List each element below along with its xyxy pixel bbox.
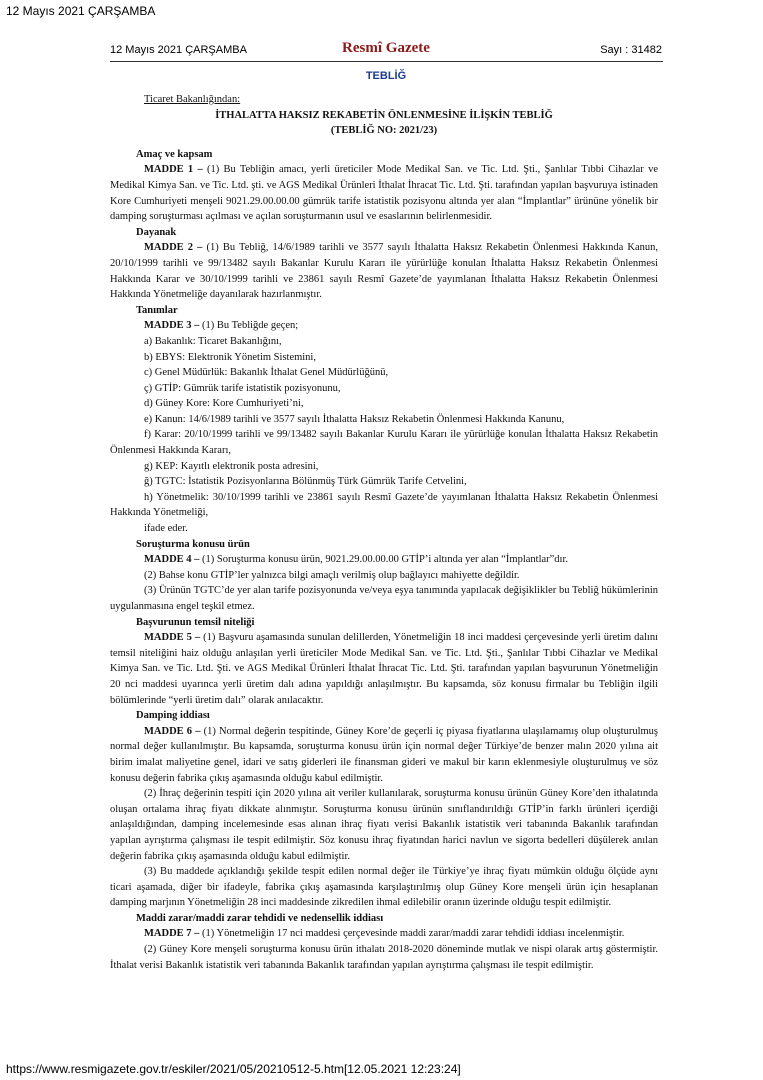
article-paragraph [110, 490, 658, 521]
article-text: (2) İhraç değerinin tespiti için 2020 yılına ait veriler kullanılarak, soruşturma konusu ürünün Güney Kore’den ithalatında oluşan ortalama ihraç fiyatı dikkate alınmıştır. Soruşturma konusu ürünün sınıflandırıldığı GTİP’in farklı ürünleri içerdiği anlaşıldığından, damping incelemesinde esas alınan ihraç fiyatı verisi Bakanlık istatistik veri tabanında Bakanlık tarafından yapılan ayrıştırma çalışması ile tespit edilmiştir. Söz konusu ihraç fiyatından harici navlun ve sigorta bedelleri düşülerek anılan değerin fabrika çıkış aşamasında olduğu kabul edilmiştir. [110, 788, 658, 862]
article-heading: Tanımlar [136, 304, 178, 316]
article-paragraph [110, 942, 658, 973]
masthead-issue-number: Sayı : 31482 [600, 44, 662, 56]
article-paragraph [110, 318, 658, 334]
article-paragraph [110, 552, 658, 568]
masthead-title[interactable]: Resmî Gazete [342, 40, 430, 56]
issuing-ministry: Ticaret Bakanlığından: [144, 94, 241, 105]
article-heading: Maddi zarar/maddi zarar tehdidi ve nedensellik iddiası [136, 912, 384, 924]
article-text: h) Yönetmelik: 30/10/1999 tarihli ve 23861 sayılı Resmî Gazete’de yayımlanan İthalatta Haksız Rekabetin Önlenmesi Hakkında Yönetmeliği, [110, 491, 658, 519]
article-heading: Başvurunun temsil niteliği [136, 616, 255, 628]
masthead-date: 12 Mayıs 2021 ÇARŞAMBA [110, 44, 247, 56]
document-articles [110, 147, 658, 973]
article-text: (3) Ürünün TGTC’de yer alan tarife pozisyonunda ve/veya eşya tanımında yapılacak değişiklikler bu Tebliğ hükümlerinin uygulanmasına engel teşkil etmez. [110, 585, 658, 612]
article-paragraph [110, 724, 658, 786]
article-text: (1) Bu Tebliğde geçen; [199, 320, 299, 332]
article-paragraph [110, 240, 658, 302]
article-number: MADDE 3 – [144, 320, 200, 332]
list-item: g) KEP: Kayıtlı elektronik posta adresini, [144, 460, 319, 472]
list-item: c) Genel Müdürlük: Bakanlık İthalat Genel Müdürlüğünü, [144, 367, 389, 379]
browser-print-footer-url: https://www.resmigazete.gov.tr/eskiler/2021/05/20210512-5.htm[12.05.2021 12:23:24] [6, 1062, 461, 1076]
article-heading: Dayanak [136, 226, 177, 238]
article-paragraph [110, 864, 658, 911]
document-title: İTHALATTA HAKSIZ REKABETİN ÖNLENMESİNE İLİŞKİN TEBLİĞ [215, 109, 553, 121]
article-number: MADDE 4 – [144, 554, 200, 566]
article-text: (2) Güney Kore menşeli soruşturma konusu ürün ithalatı 2018-2020 döneminde mutlak ve nispi olarak artış göstermiştir. İthalat verisi Bakanlık istatistik veri tabanında Bakanlık tarafından yapılan ayrıştırma çalışması ile tespit edilmiştir. [110, 944, 658, 971]
list-item: ç) GTİP: Gümrük tarife istatistik pozisyonunu, [144, 382, 341, 394]
article-heading: Soruşturma konusu ürün [136, 538, 250, 550]
article-paragraph [110, 427, 658, 458]
article-text: f) Karar: 20/10/1999 tarihli ve 99/13482 sayılı Bakanlar Kurulu Kararı ile yürürlüğe konulan İthalatta Haksız Rekabetin Önlenmesi Hakkında Kararı, [110, 429, 658, 457]
article-paragraph [110, 162, 658, 224]
masthead-divider [110, 61, 663, 62]
article-text: (1) Yönetmeliğin 17 nci maddesi çerçevesinde maddi zarar/maddi zarar tehdidi iddiası incelenmiştir. [199, 928, 625, 940]
article-paragraph [110, 786, 658, 864]
section-label: TEBLİĞ [365, 70, 407, 82]
article-paragraph [110, 630, 658, 708]
list-item: ifade eder. [144, 523, 188, 535]
browser-print-header: 12 Mayıs 2021 ÇARŞAMBA [6, 4, 156, 18]
article-text: (1) Başvuru aşamasında sunulan delillerden, Yönetmeliğin 18 inci maddesi çerçevesinde yerli üretim dalını temsil niteliğini haiz olduğu anlaşılan yerli üreticiler Mode Medikal San. ve Tic. Ltd. Şti., Şanlılar Tıbbi Cihazlar ve Medikal Kimya San. ve Tic. Ltd. Şti. ve AGS Medikal Ürünleri İthalat İhracat Tic. Ltd. Şti. tarafından yapılan başvurunun Yönetmeliğin 20 nci maddesi uyarınca yerli üretim dalı adına yapıldığı anlaşılmıştır. Bu kapsamda, söz konusu firmalar bu Tebliğin ilgili bölümlerinde “yerli üretim dalı” olarak anılacaktır. [110, 632, 658, 706]
article-text: (3) Bu maddede açıklandığı şekilde tespit edilen normal değer ile Türkiye’ye ihraç fiyatı mümkün olduğu ölçüde aynı ticari aşamada, diğer bir ifadeyle, fabrika çıkış aşamasında karşılaştırılmış olup Güney Kore menşeli ürün için hesaplanan damping marjının Yönetmeliğin 28 inci maddesinde zikredilen ihmal edilebilir oranın üzerinde olduğu tespit edilmiştir. [110, 866, 658, 909]
list-item: (2) Bahse konu GTİP’ler yalnızca bilgi amaçlı verilmiş olup bağlayıcı mahiyette değildir. [144, 569, 520, 581]
article-number: MADDE 5 – [144, 632, 201, 644]
article-text: (1) Soruşturma konusu ürün, 9021.29.00.00.00 GTİP’i altında yer alan “İmplantlar”dır. [199, 554, 569, 566]
article-number: MADDE 1 – [144, 164, 203, 176]
list-item: a) Bakanlık: Ticaret Bakanlığını, [144, 335, 282, 347]
article-paragraph [110, 583, 658, 614]
article-number: MADDE 7 – [144, 928, 200, 940]
article-text: (1) Bu Tebliğ, 14/6/1989 tarihli ve 3577 sayılı İthalatta Haksız Rekabetin Önlenmesi Hakkında Kanun, 20/10/1999 tarihli ve 99/13482 sayılı Bakanlar Kurulu Kararı ile yürürlüğe konulan İthalatta Haksız Rekabetin Önlenmesi Hakkında Karar ve 30/10/1999 tarihli ve 23861 sayılı Resmî Gazete’de yayımlanan İthalatta Haksız Rekabetin Önlenmesi Hakkında Yönetmeliğe dayanılarak hazırlanmıştır. [110, 242, 658, 301]
article-number: MADDE 2 – [144, 242, 203, 254]
list-item: d) Güney Kore: Kore Cumhuriyeti’ni, [144, 398, 304, 410]
article-number: MADDE 6 – [144, 725, 201, 737]
list-item: b) EBYS: Elektronik Yönetim Sistemini, [144, 351, 316, 363]
list-item: e) Kanun: 14/6/1989 tarihli ve 3577 sayılı İthalatta Haksız Rekabetin Önlenmesi Hakkında Kanunu, [144, 413, 565, 425]
article-paragraph [110, 926, 658, 942]
article-heading: Amaç ve kapsam [136, 148, 213, 160]
document-body [110, 92, 658, 973]
document-number: (TEBLİĞ NO: 2021/23) [330, 125, 438, 137]
article-text: (1) Bu Tebliğin amacı, yerli üreticiler Mode Medikal San. ve Tic. Ltd. Şti., Şanlılar Tıbbi Cihazlar ve Medikal Kimya San. ve Tic. Ltd. şti. ve AGS Medikal Ürünleri İthalat İhracat Tic. Ltd. Şti. tarafından yapılan başvuruya istinaden Kore Cumhuriyeti menşeli 9021.29.00.00.00 gümrük tarife istatistik pozisyonu altında yer alan “İmplantlar” ürününe yönelik bir damping soruşturması açılması ve açılan soruşturmanın usul ve esaslarının belirlenmesidir. [110, 164, 658, 223]
article-text: (1) Normal değerin tespitinde, Güney Kore’de geçerli iç piyasa fiyatlarına ulaşılamamış olup oluşturulmuş normal değer kullanılmıştır. Bu kapsamda, soruşturma konusu ürün için normal değer Türkiye’de benzer malın 2020 yılına ait birim imalat maliyetine genel, idari ve satış giderleri ile finansman gideri ve makul bir karın eklenmesiyle oluşturulmuş ve söz konusu değerin fabrika çıkış aşamasında olduğu kabul edilmiştir. [110, 725, 658, 784]
article-heading: Damping iddiası [136, 710, 210, 722]
list-item: ğ) TGTC: İstatistik Pozisyonlarına Bölünmüş Türk Gümrük Tarife Cetvelini, [144, 476, 467, 488]
